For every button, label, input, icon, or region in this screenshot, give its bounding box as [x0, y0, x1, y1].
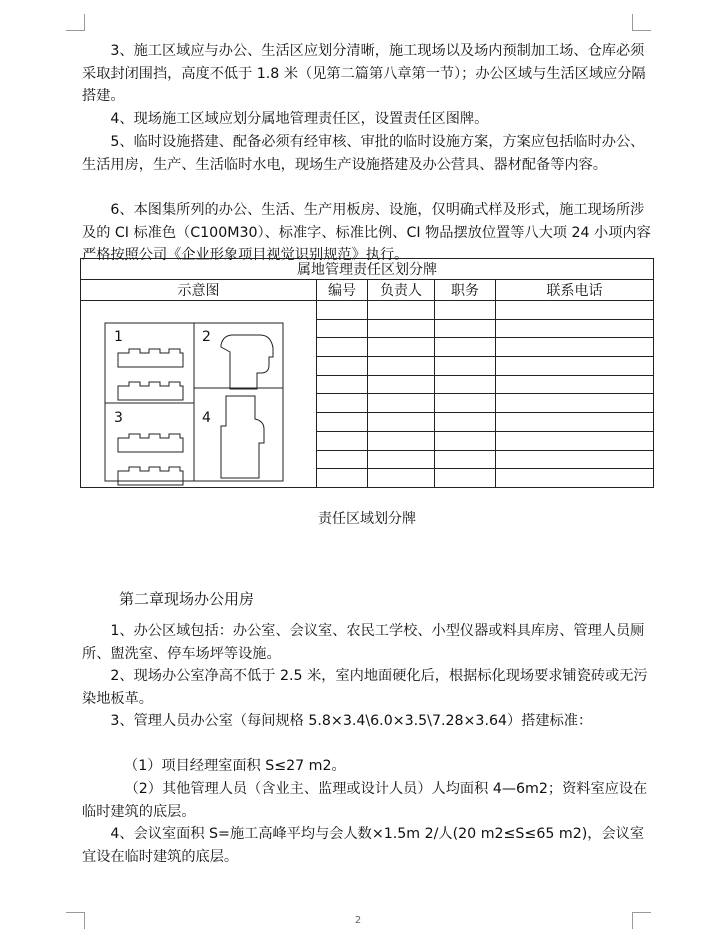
table-cell [368, 450, 435, 469]
zone-diagram-cell [81, 301, 317, 488]
paragraph-item-4: 4、现场施工区域应划分属地管理责任区，设置责任区图牌。 [110, 111, 489, 127]
table-cell [317, 394, 368, 413]
table-cell [368, 413, 435, 432]
table-cell [368, 431, 435, 450]
table-cell [368, 301, 435, 320]
table-cell [496, 413, 654, 432]
table-cell [317, 375, 368, 394]
table-cell [317, 301, 368, 320]
paragraph-item-3: 3、施工区域应与办公、生活区应划分清晰，施工现场以及场内预制加工场、仓库必须采取封闭围挡，高度不低于 1.8 米（见第二篇第八章第一节）；办公区域与生活区域应分隔搭建。 [82, 43, 646, 105]
table-cell [317, 338, 368, 357]
table-cell [317, 413, 368, 432]
paragraph-item-5: 5、临时设施搭建、配备必须有经审核、审批的临时设施方案，方案应包括临时办公、生活用房，生产、生活临时水电，现场生产设施搭建及办公营具、器材配备等内容。 [82, 134, 645, 173]
table-cell [435, 394, 496, 413]
table-cell [496, 357, 654, 376]
responsibility-zone-table [80, 258, 654, 488]
table-cell [368, 375, 435, 394]
table-cell [317, 450, 368, 469]
building-icon [118, 467, 183, 485]
table-cell [368, 338, 435, 357]
column-header-person: 负责人 [368, 280, 435, 301]
zone-diagram [81, 301, 315, 487]
table-caption: 责任区域划分牌 [318, 511, 416, 527]
site-building-lower-icon [221, 396, 264, 478]
table-cell [496, 319, 654, 338]
table-cell [368, 357, 435, 376]
table-cell [435, 319, 496, 338]
table-cell [496, 375, 654, 394]
table-cell [496, 338, 654, 357]
column-header-phone: 联系电话 [496, 280, 654, 301]
building-icon [118, 434, 183, 452]
table-cell [368, 469, 435, 488]
paragraph-office-1: 1、办公区域包括：办公室、会议室、农民工学校、小型仪器或料具库房、管理人员厕所、盥洗室、停车场坪等设施。 [82, 623, 645, 662]
table-cell [435, 450, 496, 469]
table-cell [368, 394, 435, 413]
table-title: 属地管理责任区划分牌 [81, 259, 654, 280]
crop-mark-top-left [66, 14, 85, 31]
chapter-title: 第二章现场办公用房 [119, 590, 255, 608]
site-building-upper-icon [221, 335, 273, 389]
zone-label-4: 4 [202, 410, 211, 426]
paragraph-office-3-1: （1）项目经理室面积 S≤27 m2。 [124, 758, 346, 774]
diagram-header: 示意图 [81, 280, 317, 301]
table-cell [435, 431, 496, 450]
building-icon [118, 349, 183, 367]
column-header-position: 职务 [435, 280, 496, 301]
table-cell [435, 413, 496, 432]
table-cell [317, 431, 368, 450]
paragraph-office-2: 2、现场办公室净高不低于 2.5 米，室内地面硬化后，根据标化现场要求铺瓷砖或无污染地板革。 [82, 668, 648, 707]
zone-label-1: 1 [114, 329, 123, 345]
table-cell [435, 375, 496, 394]
table-cell [496, 394, 654, 413]
paragraph-office-3-2: （2）其他管理人员（含业主、监理或设计人员）人均面积 4—6m2；资料室应设在临时建筑的底层。 [82, 781, 648, 820]
table-cell [496, 431, 654, 450]
table-cell [317, 469, 368, 488]
crop-mark-top-right [632, 14, 651, 31]
zone-label-2: 2 [202, 329, 211, 345]
table-cell [317, 319, 368, 338]
table-cell [496, 469, 654, 488]
paragraph-office-3: 3、管理人员办公室（每间规格 5.8×3.4\6.0×3.5\7.28×3.64）搭建标准： [110, 713, 593, 729]
table-cell [496, 301, 654, 320]
table-cell [317, 357, 368, 376]
column-header-number: 编号 [317, 280, 368, 301]
building-icon [118, 382, 183, 400]
table-cell [368, 319, 435, 338]
zone-label-3: 3 [114, 410, 123, 426]
table-cell [435, 357, 496, 376]
page-number: 2 [354, 915, 362, 926]
table-cell [435, 338, 496, 357]
table-cell [435, 469, 496, 488]
paragraph-office-4: 4、会议室面积 S=施工高峰平均与会人数×1.5m 2/人(20 m2≤S≤65 m2)，会议室宜设在临时建筑的底层。 [82, 826, 645, 865]
table-cell [435, 301, 496, 320]
paragraph-item-6: 6、本图集所列的办公、生活、生产用板房、设施，仅明确式样及形式，施工现场所涉及的 CI 标准色（C100M30）、标准字、标准比例、CI 物品摆放位置等八大项 24 小项内容严格按照公司《企业形象项目视觉识别规范》执行。 [82, 202, 651, 264]
table-cell [496, 450, 654, 469]
